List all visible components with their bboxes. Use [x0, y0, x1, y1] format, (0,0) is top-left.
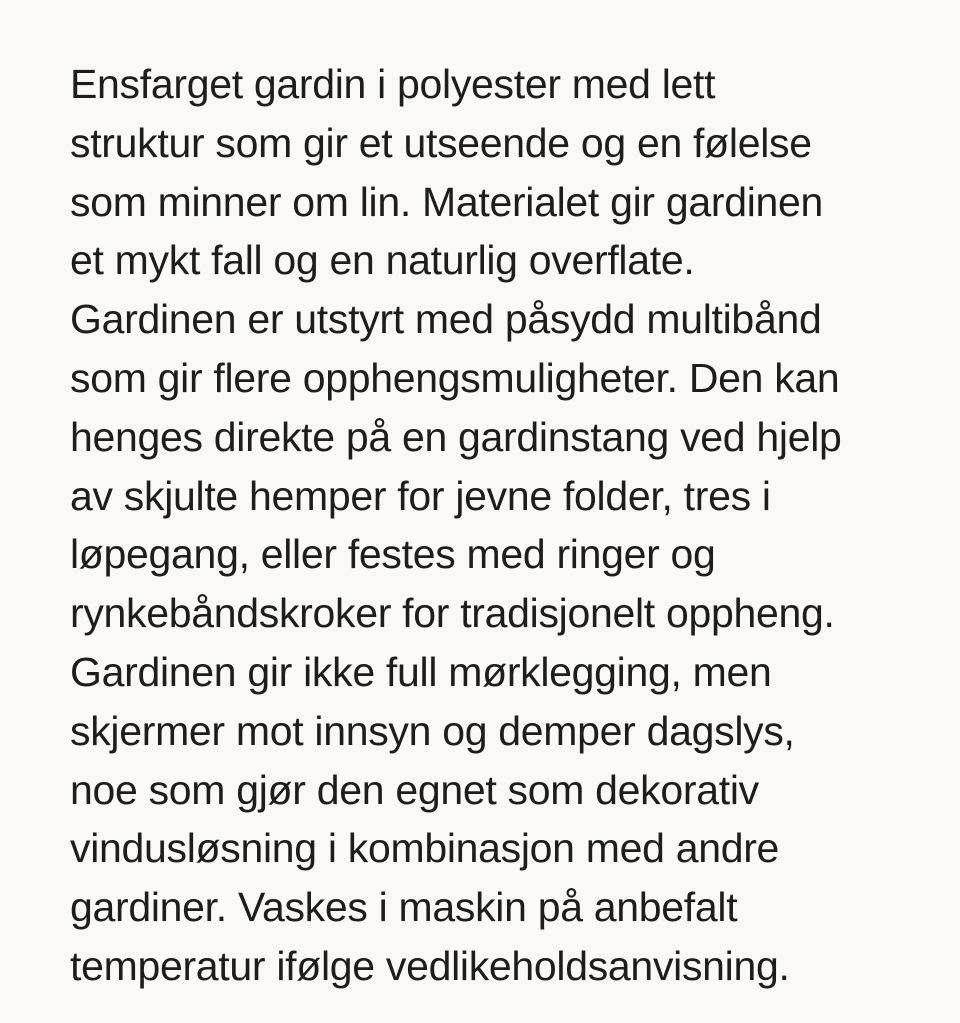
product-description	[70, 55, 950, 996]
description-line: vindusløsning i kombinasjon med andre	[70, 825, 780, 872]
description-line: gardiner. Vaskes i maskin på anbefalt	[70, 884, 738, 931]
description-line: skjermer mot innsyn og demper dagslys,	[70, 707, 795, 754]
description-line: henges direkte på en gardinstang ved hjelp	[70, 413, 842, 460]
description-line: rynkebåndskroker for tradisjonelt oppheng.	[70, 590, 835, 637]
description-line: som gir flere opphengsmuligheter. Den kan	[70, 354, 840, 401]
description-line: Gardinen er utstyrt med påsydd multibånd	[70, 296, 822, 343]
description-line: løpegang, eller festes med ringer og	[70, 531, 716, 578]
description-line: noe som gjør den egnet som dekorativ	[70, 766, 759, 813]
description-line: Gardinen gir ikke full mørklegging, men	[70, 648, 772, 695]
description-line: et mykt fall og en naturlig overflate.	[70, 237, 695, 284]
description-line: struktur som gir et utseende og en følelse	[70, 119, 812, 166]
description-line: Ensfarget gardin i polyester med lett	[70, 61, 716, 107]
description-line: som minner om lin. Materialet gir gardinen	[70, 178, 824, 225]
description-line: av skjulte hemper for jevne folder, tres i	[70, 472, 771, 519]
description-line: temperatur ifølge vedlikeholdsanvisning.	[70, 942, 790, 989]
